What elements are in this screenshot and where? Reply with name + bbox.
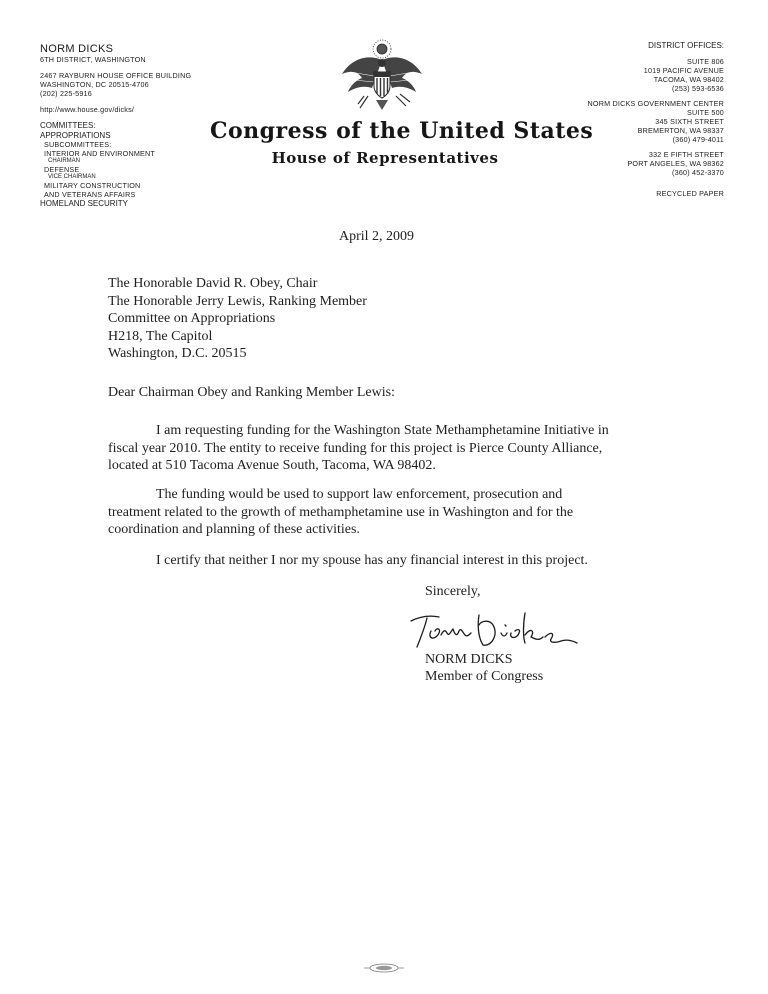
bremerton-office-name: NORM DICKS GOVERNMENT CENTER bbox=[587, 98, 724, 108]
addressee-line: The Honorable David R. Obey, Chair bbox=[108, 276, 318, 291]
paragraph-line: treatment related to the growth of methamphetamine use in Washington and for the bbox=[108, 504, 574, 520]
handwritten-signature bbox=[405, 607, 580, 655]
letter-date: April 2, 2009 bbox=[339, 229, 415, 244]
addressee-block bbox=[108, 275, 367, 363]
letterhead-left bbox=[40, 43, 220, 209]
letterhead-right bbox=[544, 41, 724, 198]
member-name: NORM DICKS bbox=[40, 43, 114, 55]
closing: Sincerely, bbox=[425, 584, 481, 599]
addressee-line: The Honorable Jerry Lewis, Ranking Member bbox=[108, 293, 367, 309]
paragraph-certification bbox=[156, 552, 696, 570]
bremerton-office-phone: (360) 479-4011 bbox=[672, 134, 724, 144]
paragraph-line: The funding would be used to support law enforcement, prosecution and bbox=[156, 487, 563, 502]
dc-office-line2: WASHINGTON, DC 20515-4706 bbox=[40, 80, 149, 89]
paragraph-line: I certify that neither I nor my spouse has any financial interest in this project. bbox=[156, 553, 588, 568]
paragraph-request bbox=[108, 422, 648, 475]
port-angeles-office-phone: (360) 452-3370 bbox=[672, 167, 724, 177]
port-angeles-office-city: PORT ANGELES, WA 98362 bbox=[627, 158, 724, 168]
tacoma-office-suite: SUITE 806 bbox=[687, 56, 724, 66]
website: http://www.house.gov/dicks/ bbox=[40, 105, 135, 114]
member-district: 6TH DISTRICT, WASHINGTON bbox=[40, 55, 146, 64]
subcommittee-milcon-line2: AND VETERANS AFFAIRS bbox=[44, 190, 136, 199]
house-title: House of Representatives bbox=[271, 149, 499, 167]
bremerton-office-street: 345 SIXTH STREET bbox=[655, 116, 724, 126]
signatory-name: NORM DICKS bbox=[425, 652, 513, 667]
tacoma-office-phone: (253) 593-6536 bbox=[672, 83, 724, 93]
bremerton-office-suite: SUITE 500 bbox=[687, 107, 724, 117]
bremerton-office-city: BREMERTON, WA 98337 bbox=[637, 125, 724, 135]
committee-appropriations: APPROPRIATIONS bbox=[40, 130, 111, 140]
tacoma-office-street: 1019 PACIFIC AVENUE bbox=[643, 65, 724, 75]
committee-homeland: HOMELAND SECURITY bbox=[40, 199, 129, 208]
committees-label: COMMITTEES: bbox=[40, 121, 96, 130]
paragraph-line: I am requesting funding for the Washington State Methamphetamine Initiative in bbox=[156, 423, 609, 438]
subcommittees-label: SUBCOMMITTEES: bbox=[44, 140, 112, 149]
signatory-title: Member of Congress bbox=[425, 669, 544, 684]
addressee-line: Committee on Appropriations bbox=[108, 311, 276, 326]
paragraph-purpose bbox=[108, 486, 648, 539]
tacoma-office-city: TACOMA, WA 98402 bbox=[653, 74, 724, 84]
subcommittee-defense-role: VICE CHAIRMAN bbox=[48, 174, 96, 180]
eagle-seal-icon bbox=[338, 38, 426, 114]
subcommittee-milcon-line1: MILITARY CONSTRUCTION bbox=[44, 181, 141, 190]
paragraph-line: located at 510 Tacoma Avenue South, Tacoma, WA 98402. bbox=[108, 458, 436, 473]
paragraph-line: coordination and planning of these activities. bbox=[108, 522, 360, 537]
subcommittee-defense: DEFENSE bbox=[44, 165, 80, 174]
dc-office-phone: (202) 225-5916 bbox=[40, 89, 92, 98]
salutation: Dear Chairman Obey and Ranking Member Lewis: bbox=[108, 385, 395, 400]
addressee-line: H218, The Capitol bbox=[108, 328, 213, 344]
district-offices-label: DISTRICT OFFICES: bbox=[648, 41, 724, 50]
recycled-paper-note: RECYCLED PAPER bbox=[656, 188, 724, 198]
printer-bug-icon bbox=[362, 962, 406, 974]
congress-title: Congress of the United States bbox=[210, 118, 594, 144]
dc-office-line1: 2467 RAYBURN HOUSE OFFICE BUILDING bbox=[40, 71, 192, 80]
port-angeles-office-street: 332 E FIFTH STREET bbox=[648, 149, 724, 159]
subcommittee-interior-role: CHAIRMAN bbox=[48, 158, 81, 164]
addressee-line: Washington, D.C. 20515 bbox=[108, 346, 247, 361]
paragraph-line: fiscal year 2010. The entity to receive funding for this project is Pierce County Alliance, bbox=[108, 440, 603, 456]
subcommittee-interior: INTERIOR AND ENVIRONMENT bbox=[44, 149, 156, 158]
